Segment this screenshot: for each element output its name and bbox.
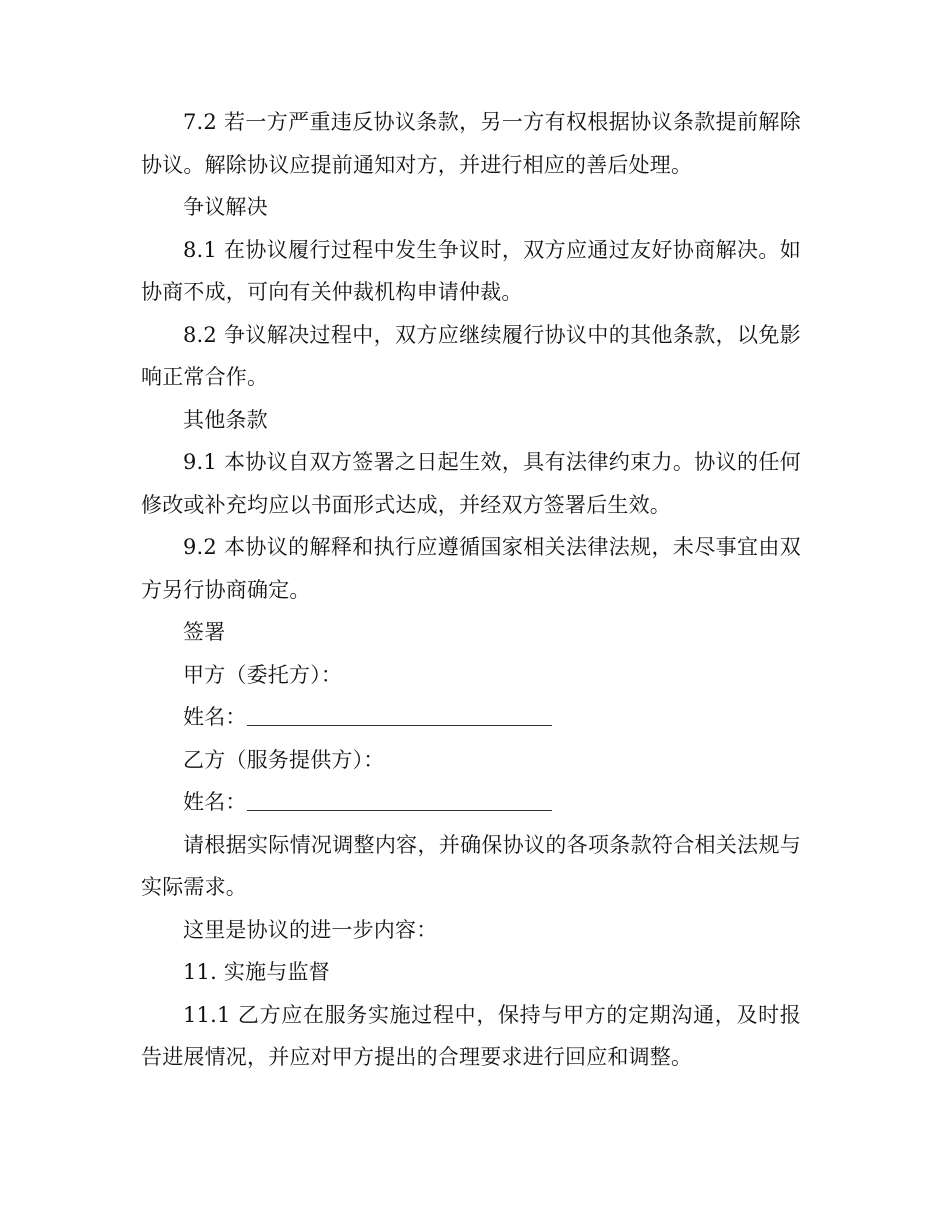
section-heading-signature: 签署 (183, 620, 226, 644)
section-heading-dispute: 争议解决 (183, 195, 268, 219)
party-b-signature-blank (247, 792, 552, 811)
clause-9-2: 9.2 本协议的解释和执行应遵循国家相关法律法规，未尽事宜由双方另行协商确定。 (141, 535, 801, 602)
clause-11-1: 11.1 乙方应在服务实施过程中，保持与甲方的定期沟通，及时报告进展情况，并应对甲方提出的合理要求进行回应和调整。 (141, 1002, 801, 1069)
document-body (141, 101, 801, 1079)
further-content-intro: 这里是协议的进一步内容： (183, 917, 438, 942)
party-a-name-label: 姓名： (183, 705, 247, 729)
clause-7-2: 7.2 若一方严重违反协议条款，另一方有权根据协议条款提前解除协议。解除协议应提前通知对方，并进行相应的善后处理。 (141, 110, 801, 177)
party-b-name-line (141, 781, 801, 824)
section-heading-other-terms: 其他条款 (183, 407, 268, 432)
party-b-name-label: 姓名： (183, 790, 247, 814)
clause-9-1: 9.1 本协议自双方签署之日起生效，具有法律约束力。协议的任何修改或补充均应以书面形式达成，并经双方签署后生效。 (141, 450, 801, 517)
party-a-name-line (141, 696, 801, 739)
party-a-signature-blank (247, 707, 552, 726)
adjustment-note: 请根据实际情况调整内容，并确保协议的各项条款符合相关法规与实际需求。 (141, 832, 801, 899)
section-heading-11: 11. 实施与监督 (183, 960, 330, 984)
clause-8-2: 8.2 争议解决过程中，双方应继续履行协议中的其他条款，以免影响正常合作。 (141, 322, 801, 389)
clause-8-1: 8.1 在协议履行过程中发生争议时，双方应通过友好协商解决。如协商不成，可向有关仲裁机构申请仲裁。 (141, 237, 801, 304)
party-a-label: 甲方（委托方）： (183, 662, 343, 687)
party-b-label: 乙方（服务提供方）： (183, 747, 385, 772)
